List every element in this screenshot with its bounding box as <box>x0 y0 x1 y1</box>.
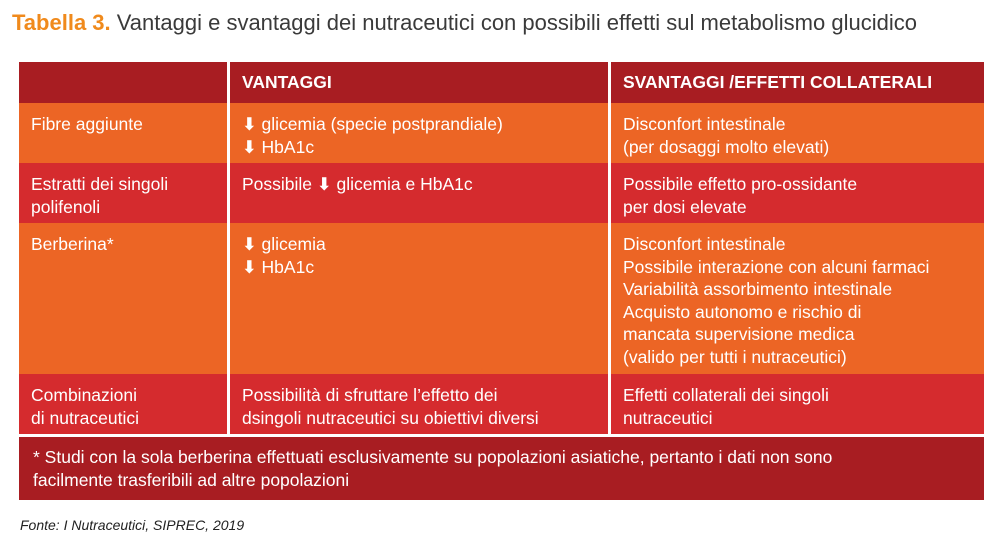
pros-cell <box>227 374 608 434</box>
row-label-line: Combinazioni <box>31 385 138 405</box>
pros-prefix: Possibile <box>242 174 313 194</box>
row-label-line: Berberina* <box>31 234 114 254</box>
pros-text: glicemia e HbA1c <box>336 174 473 194</box>
footnote-line: * Studi con la sola berberina effettuati esclusivamente su popolazioni asiatiche, pertanto i dati non sono <box>33 447 833 467</box>
cons-line: (valido per tutti i nutraceutici) <box>623 346 847 367</box>
pros-cell <box>227 103 608 163</box>
cons-cell <box>608 163 984 223</box>
pros-line <box>242 256 596 279</box>
row-label-line: polifenoli <box>31 196 101 217</box>
table-footnote <box>19 437 984 500</box>
pros-line <box>242 233 596 256</box>
table-number: Tabella 3. <box>12 10 111 35</box>
row-label-line: Fibre aggiunte <box>31 114 143 134</box>
cons-line: Possibile interazione con alcuni farmaci <box>623 256 930 277</box>
row-label <box>19 103 227 163</box>
cons-cell <box>608 103 984 163</box>
header-cell-vantaggi: VANTAGGI <box>227 62 608 103</box>
arrow-down-icon: ⬇ <box>242 234 257 254</box>
arrow-down-icon: ⬇ <box>242 256 257 277</box>
cons-line: Possibile effetto pro-ossidante <box>623 174 858 194</box>
header-cell-empty <box>19 62 227 103</box>
pros-line <box>242 113 596 136</box>
row-label-line: di nutraceutici <box>31 407 139 428</box>
arrow-down-icon: ⬇ <box>242 114 257 134</box>
source-citation: Fonte: I Nutraceutici, SIPREC, 2019 <box>20 517 245 533</box>
cons-cell <box>608 374 984 434</box>
cons-line: nutraceutici <box>623 407 713 428</box>
table-caption: Vantaggi e svantaggi dei nutraceutici con possibili effetti sul metabolismo glucidico <box>116 10 917 35</box>
header-cell-svantaggi: SVANTAGGI /EFFETTI COLLATERALI <box>608 62 984 103</box>
cons-line: Variabilità assorbimento intestinale <box>623 279 893 299</box>
table-row <box>19 223 984 374</box>
table-header-row <box>19 62 984 103</box>
pros-text: HbA1c <box>261 136 315 157</box>
pros-cell <box>227 223 608 374</box>
pros-text: glicemia <box>261 234 326 254</box>
table-title <box>12 10 917 36</box>
cons-line: mancata supervisione medica <box>623 324 855 344</box>
pros-line <box>242 136 596 159</box>
table-row <box>19 103 984 163</box>
footnote-line: facilmente trasferibili ad altre popolazioni <box>33 469 350 490</box>
cons-line: Effetti collaterali dei singoli <box>623 385 829 405</box>
arrow-down-icon: ⬇ <box>242 136 257 157</box>
cons-line: per dosi elevate <box>623 196 747 217</box>
pros-line <box>242 173 596 196</box>
cons-cell <box>608 223 984 374</box>
pros-line: Possibilità di sfruttare l’effetto dei <box>242 385 498 405</box>
row-label-line: Estratti dei singoli <box>31 174 169 194</box>
table-row <box>19 163 984 223</box>
pros-line: dsingoli nutraceutici su obiettivi diversi <box>242 407 539 428</box>
row-label <box>19 163 227 223</box>
cons-line: (per dosaggi molto elevati) <box>623 136 830 157</box>
cons-line: Acquisto autonomo e rischio di <box>623 301 862 322</box>
cons-line: Disconfort intestinale <box>623 234 786 254</box>
row-label <box>19 223 227 374</box>
cons-line: Disconfort intestinale <box>623 114 786 134</box>
pros-text: glicemia (specie postprandiale) <box>261 114 503 134</box>
row-label <box>19 374 227 434</box>
pros-cell <box>227 163 608 223</box>
table-row <box>19 374 984 434</box>
arrow-down-icon: ⬇ <box>316 174 332 194</box>
nutraceutici-table <box>19 62 984 500</box>
pros-text: HbA1c <box>261 256 315 277</box>
